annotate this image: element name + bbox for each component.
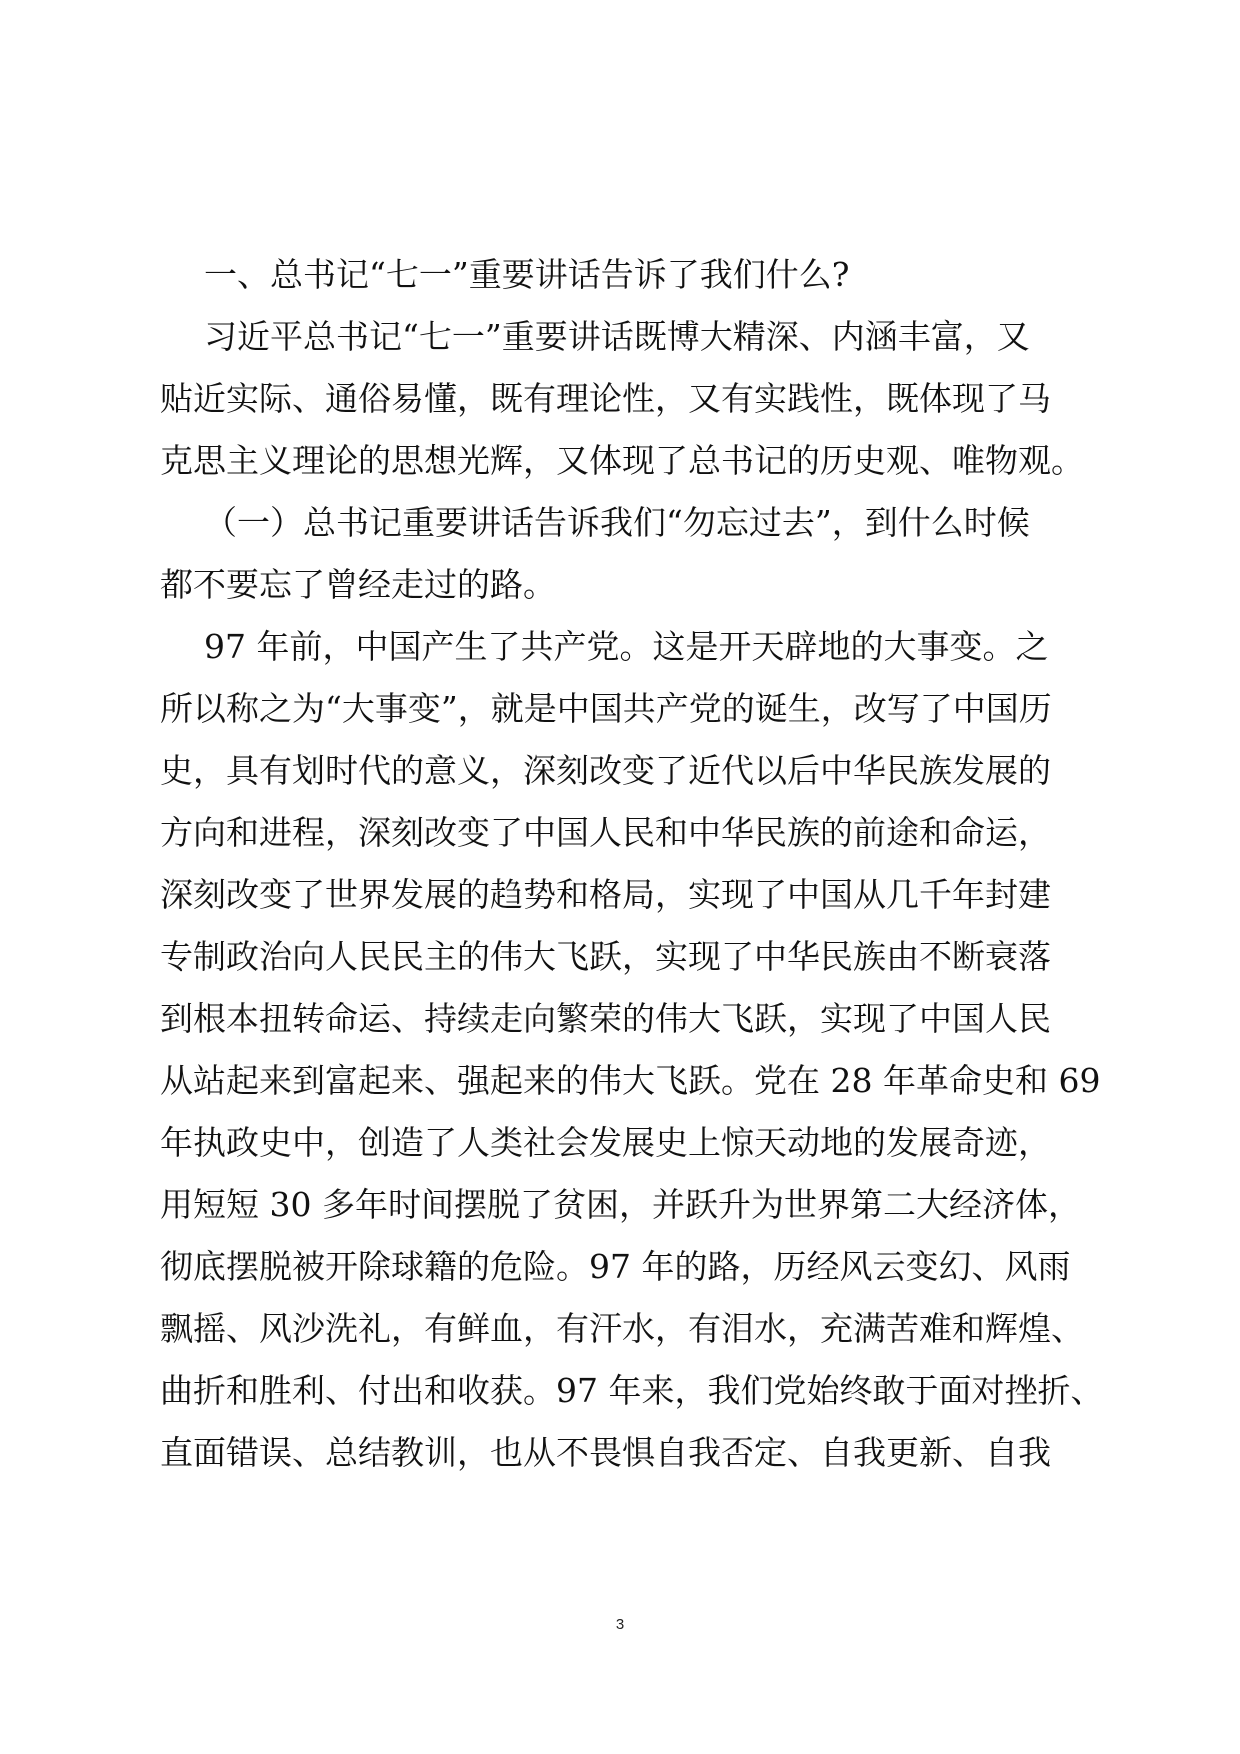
paragraph-line: 史，具有划时代的意义，深刻改变了近代以后中华民族发展的	[160, 751, 1051, 790]
page-number: 3	[615, 1616, 625, 1633]
paragraph-line: 贴近实际、通俗易懂，既有理论性，又有实践性，既体现了马	[160, 379, 1051, 418]
paragraph-line: 所以称之为“大事变”，就是中国共产党的诞生，改写了中国历	[160, 689, 1052, 728]
subheading-1: （一）总书记重要讲话告诉我们“勿忘过去”，到什么时候	[204, 503, 1030, 542]
paragraph-line: 97 年前，中国产生了共产党。这是开天辟地的大事变。之	[204, 627, 1049, 666]
paragraph-line: 方向和进程，深刻改变了中国人民和中华民族的前途和命运，	[160, 813, 1051, 852]
heading-section-1: 一、总书记“七一”重要讲话告诉了我们什么?	[204, 255, 850, 294]
paragraph-line: 用短短 30 多年时间摆脱了贫困，并跃升为世界第二大经济体，	[160, 1185, 1081, 1224]
paragraph-line: 彻底摆脱被开除球籍的危险。97 年的路，历经风云变幻、风雨	[160, 1247, 1071, 1286]
paragraph-line: 飘摇、风沙洗礼，有鲜血，有汗水，有泪水，充满苦难和辉煌、	[160, 1309, 1084, 1348]
paragraph-line: 从站起来到富起来、强起来的伟大飞跃。党在 28 年革命史和 69	[160, 1061, 1101, 1100]
paragraph-line: 克思主义理论的思想光辉，又体现了总书记的历史观、唯物观。	[160, 441, 1084, 480]
paragraph-line: 深刻改变了世界发展的趋势和格局，实现了中国从几千年封建	[160, 875, 1051, 914]
subheading-1-cont: 都不要忘了曾经走过的路。	[160, 565, 556, 604]
paragraph-line: 年执政史中，创造了人类社会发展史上惊天动地的发展奇迹，	[160, 1123, 1051, 1162]
paragraph-line: 到根本扭转命运、持续走向繁荣的伟大飞跃，实现了中国人民	[160, 999, 1051, 1038]
paragraph-line: 直面错误、总结教训，也从不畏惧自我否定、自我更新、自我	[160, 1433, 1051, 1472]
paragraph-line: 习近平总书记“七一”重要讲话既博大精深、内涵丰富，又	[204, 317, 1030, 356]
paragraph-line: 曲折和胜利、付出和收获。97 年来，我们党始终敢于面对挫折、	[160, 1371, 1104, 1410]
paragraph-line: 专制政治向人民民主的伟大飞跃，实现了中华民族由不断衰落	[160, 937, 1051, 976]
